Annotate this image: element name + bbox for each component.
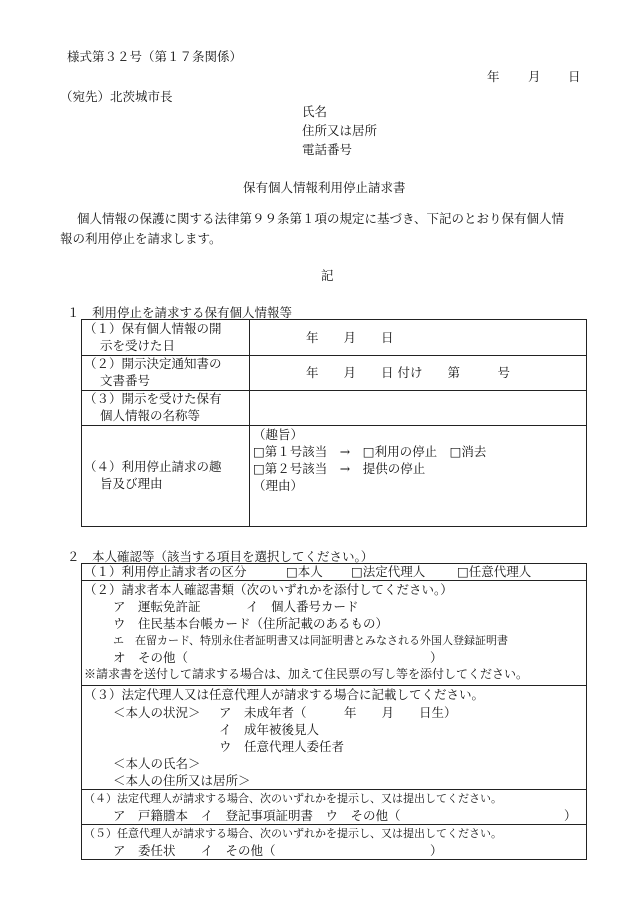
row2-label-2: 文書番号 [100, 373, 151, 388]
status-voluntary-principal: ウ 任意代理人委任者 [219, 739, 345, 754]
row1-label-2: 示を受けた日 [100, 338, 176, 353]
id-doc-e: エ 在留カード、特別永住者証明書又は同証明書とみなされる外国人登録証明書 [113, 634, 509, 647]
legal-agent-docs-close: ） [564, 808, 577, 823]
row4-clause2[interactable]: □第２号該当 → 提供の停止 [253, 461, 426, 476]
row1-value[interactable]: 年 月 日 [306, 330, 394, 345]
requester-self-checkbox[interactable]: □本人 [286, 564, 323, 579]
agent-section-title: （３）法定代理人又は任意代理人が請求する場合に記載してください。 [84, 687, 485, 702]
intro-line-1: 個人情報の保護に関する法律第９９条第１項の規定に基づき、下記のとおり保有個人情 [77, 211, 565, 226]
row3-label-2: 個人情報の名称等 [100, 408, 201, 423]
requester-legal-agent-checkbox[interactable]: □法定代理人 [351, 564, 426, 579]
date-month: 月 [528, 69, 541, 84]
row2-value[interactable]: 年 月 日 付け 第 号 [306, 365, 510, 380]
document-title: 保有個人情報利用停止請求書 [243, 180, 406, 195]
id-doc-i: イ 個人番号カード [246, 599, 359, 614]
id-docs-title: （２）請求者本人確認書類（次のいずれかを添付してください。） [84, 582, 453, 597]
address-label: 住所又は居所 [302, 123, 378, 138]
principal-name-label: ＜本人の氏名＞ [113, 756, 201, 771]
ki-heading: 記 [321, 268, 334, 283]
date-year: 年 [487, 69, 500, 84]
id-doc-u: ウ 住民基本台帳カード（住所記載のあるもの） [113, 616, 389, 631]
voluntary-agent-docs-options: ア 委任状 イ その他（ [113, 843, 276, 858]
id-doc-a: ア 運転免許証 [113, 599, 201, 614]
mail-note: ※請求書を送付して請求する場合は、加えて住民票の写し等を添付してください。 [84, 667, 529, 681]
status-minor: ア 未成年者（ 年 月 日生） [219, 705, 457, 720]
legal-agent-docs-options: ア 戸籍謄本 イ 登記事項証明書 ウ その他（ [113, 808, 401, 823]
intro-line-2: 報の利用停止を請求します。 [60, 231, 222, 246]
phone-label: 電話番号 [302, 142, 353, 157]
name-label: 氏名 [302, 104, 328, 119]
form-number: 様式第３２号（第１７条関係） [67, 49, 243, 64]
voluntary-agent-docs-close: ） [430, 843, 443, 858]
voluntary-agent-docs-title: （５）任意代理人が請求する場合、次のいずれかを提示し、又は提出してください。 [84, 827, 502, 840]
row4-clause1[interactable]: □第１号該当 → □利用の停止 □消去 [253, 444, 487, 459]
row4-purpose-label: （趣旨） [253, 427, 304, 442]
requester-type-label: （１）利用停止請求者の区分 [84, 564, 247, 579]
row3-label-1: （３）開示を受けた保有 [84, 391, 222, 406]
id-doc-o: オ その他（ [113, 650, 189, 665]
requester-voluntary-agent-checkbox[interactable]: □任意代理人 [457, 564, 532, 579]
legal-agent-docs-title: （４）法定代理人が請求する場合、次のいずれかを提示し、又は提出してください。 [84, 792, 502, 805]
principal-address-label: ＜本人の住所又は居所＞ [113, 773, 251, 788]
principal-status-label: ＜本人の状況＞ [113, 705, 201, 720]
date-day: 日 [568, 69, 581, 84]
row4-label-1: （４）利用停止請求の趣 [84, 459, 222, 474]
status-adult-ward: イ 成年被後見人 [219, 722, 320, 737]
row2-label-1: （２）開示決定通知書の [84, 356, 222, 371]
row4-reason-label: （理由） [253, 478, 304, 493]
id-doc-o-close: ） [430, 650, 443, 665]
addressee: （宛先）北茨城市長 [60, 89, 173, 104]
row4-label-2: 旨及び理由 [100, 476, 163, 491]
section1-heading: １ 利用停止を請求する保有個人情報等 [67, 305, 293, 320]
section2-heading: ２ 本人確認等（該当する項目を選択してください。） [67, 549, 374, 564]
row1-label-1: （１）保有個人情報の開 [84, 321, 222, 336]
